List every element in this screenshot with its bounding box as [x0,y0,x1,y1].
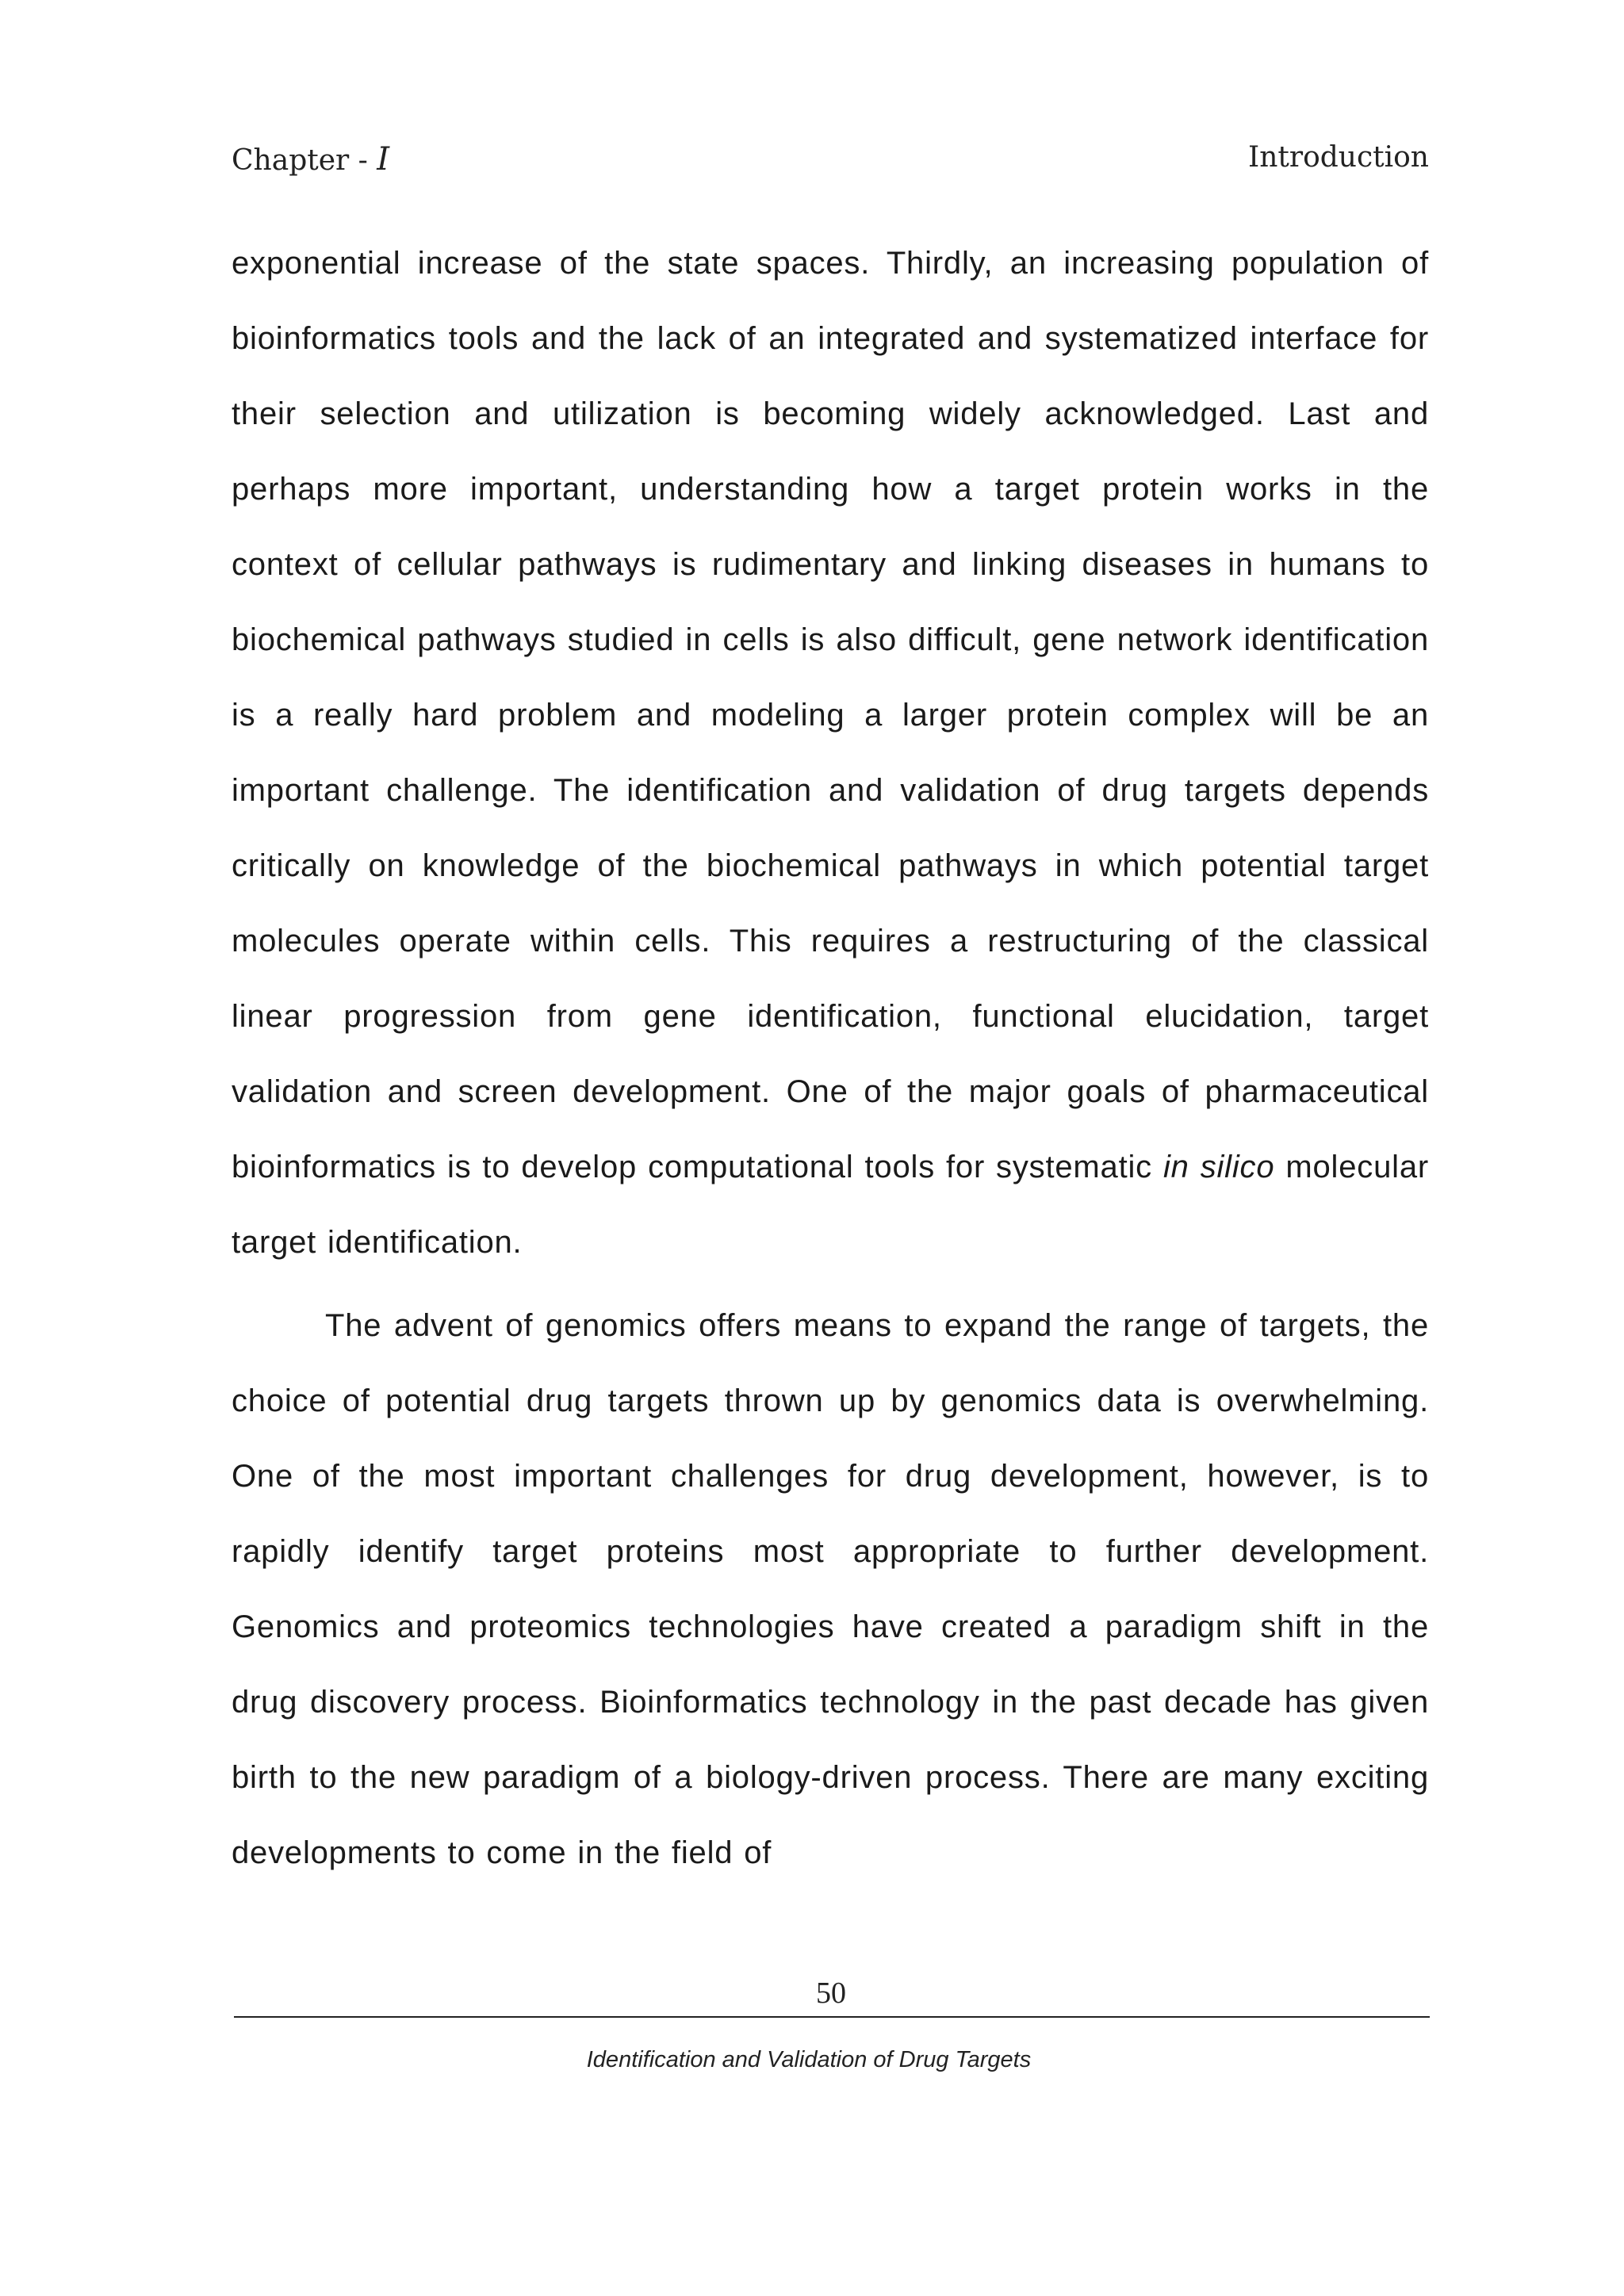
footer-document-title: Identification and Validation of Drug Targets [586,2047,1032,2072]
section-title: Introduction [1248,141,1429,174]
chapter-number: I [377,141,390,178]
italic-term: in silico [1162,1150,1275,1184]
body-text [232,226,1429,1891]
chapter-label [232,141,389,178]
paragraph-2: The advent of genomics offers means to expand the range of targets, the choice of potential drug targets thrown up by genomics data is overwhelming. One of the most important challenges for drug development, however, is to rapidly identify target proteins most appropriate to further development. Genomics and proteomics technologies have created a paradigm shift in the drug discovery process. Bioinformatics technology in the past decade has given birth to the new paradigm of a biology-driven process. There are many exciting developments to come in the field of [232,1308,1429,1870]
paragraph-1-tail: molecular target identification. [232,1150,1429,1260]
running-header [232,141,1429,189]
page-number: 50 [816,1976,846,2010]
chapter-label-text: Chapter - [232,144,377,177]
paragraph-1 [232,226,1429,1280]
paragraph-1-text: exponential increase of the state spaces. Thirdly, an increasing population of bioinformatics tools and the lack of an integrated and systematized interface for their selection and utilization is becoming widely acknowledged. Last and perhaps more important, understanding how a target protein works in the context of cellular pathways is rudimentary and linking diseases in humans to biochemical pathways studied in cells is also difficult, gene network identification is a really hard problem and modeling a larger protein complex will be an important challenge. The identification and validation of drug targets depends critically on knowledge of the biochemical pathways in which potential target molecules operate within cells. This requires a restructuring of the classical linear progression from gene identification, functional elucidation, target validation and screen development. One of the major goals of pharmaceutical bioinformatics is to develop computational tools for systematic [232,246,1429,1184]
footer-divider [234,2016,1430,2018]
